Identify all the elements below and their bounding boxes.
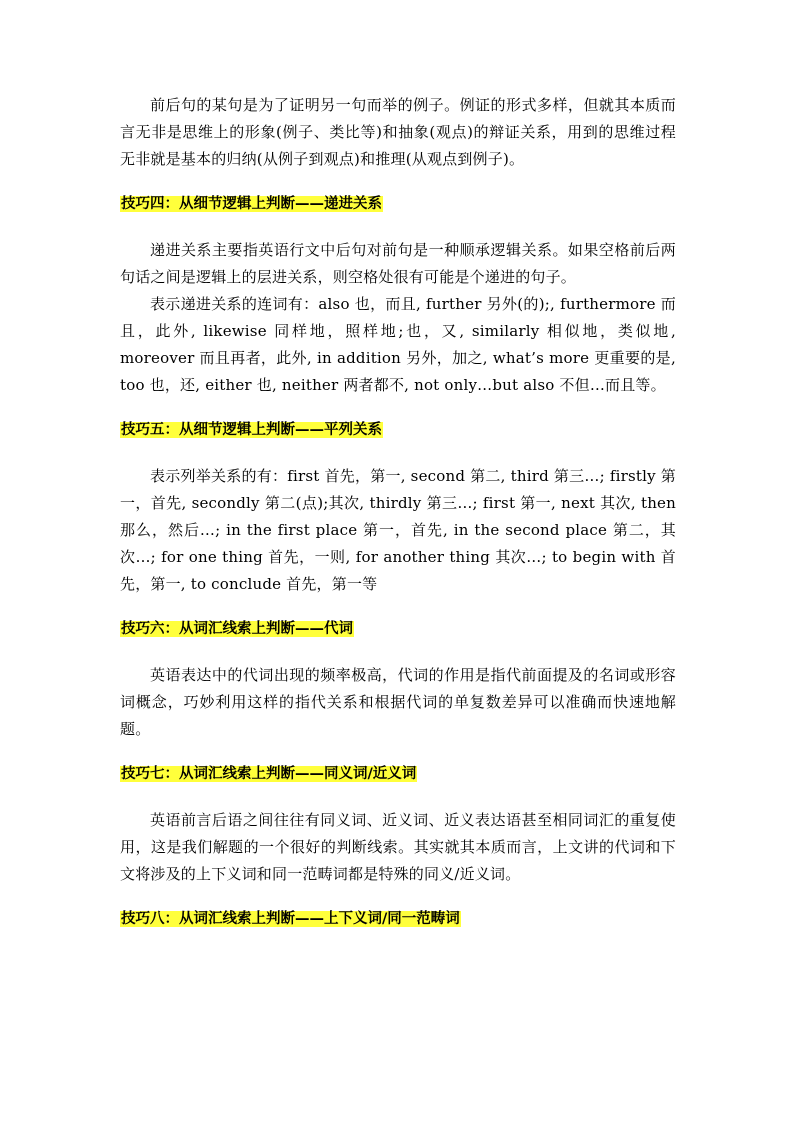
document-page xyxy=(120,92,676,930)
paragraph-pronouns: 英语表达中的代词出现的频率极高，代词的作用是指代前面提及的名词或形容词概念，巧妙利用这样的指代关系和根据代词的单复数差异可以准确而快速地解题。 xyxy=(120,666,676,738)
paragraph-progressive-intro: 递进关系主要指英语行文中后句对前句是一种顺承逻辑关系。如果空格前后两句话之间是逻辑上的层进关系，则空格处很有可能是个递进的句子。 xyxy=(120,241,676,286)
heading-tip-8-text: 技巧八：从词汇线索上判断——上下义词/同一范畴词 xyxy=(121,911,460,927)
heading-tip-8 xyxy=(120,908,676,930)
paragraph-enumeration: 表示列举关系的有：first 首先，第一, second 第二, third 第三…; firstly 第一，首先, secondly 第二(点);其次, thirdly 第三…; first 第一, next 其次, then 那么，然后…; in the first place 第一，首先, in the second place 第二，其次…; for one thing 首先，一则, for another thing 其次…; to begin with 首先，第一, to conclude 首先，第一等 xyxy=(120,467,676,593)
heading-tip-7-text: 技巧七：从词汇线索上判断——同义词/近义词 xyxy=(121,766,417,782)
heading-tip-4-text: 技巧四：从细节逻辑上判断——递进关系 xyxy=(121,196,382,212)
heading-tip-6 xyxy=(120,618,676,640)
heading-tip-7 xyxy=(120,763,676,785)
heading-tip-4 xyxy=(120,193,676,215)
heading-tip-6-text: 技巧六：从词汇线索上判断——代词 xyxy=(121,621,353,637)
paragraph-progressive-connectives: 表示递进关系的连词有：also 也，而且, further 另外(的);, furthermore 而且，此外, likewise 同样地，照样地;也，又, similarly 相似地，类似地, moreover 而且再者，此外, in addition 另外，加之, what’s more 更重要的是, too 也，还, either 也, neither 两者都不, not only…but also 不但…而且等。 xyxy=(120,295,676,394)
paragraph-synonyms: 英语前言后语之间往往有同义词、近义词、近义表达语甚至相同词汇的重复使用，这是我们解题的一个很好的判断线索。其实就其本质而言，上文讲的代词和下文将涉及的上下义词和同一范畴词都是特殊的同义/近义词。 xyxy=(120,811,676,883)
paragraph-example-proof: 前后句的某句是为了证明另一句而举的例子。例证的形式多样，但就其本质而言无非是思维上的形象(例子、类比等)和抽象(观点)的辩证关系，用到的思维过程无非就是基本的归纳(从例子到观点)和推理(从观点到例子)。 xyxy=(120,96,676,168)
heading-tip-5 xyxy=(120,419,676,441)
heading-tip-5-text: 技巧五：从细节逻辑上判断——平列关系 xyxy=(121,422,382,438)
